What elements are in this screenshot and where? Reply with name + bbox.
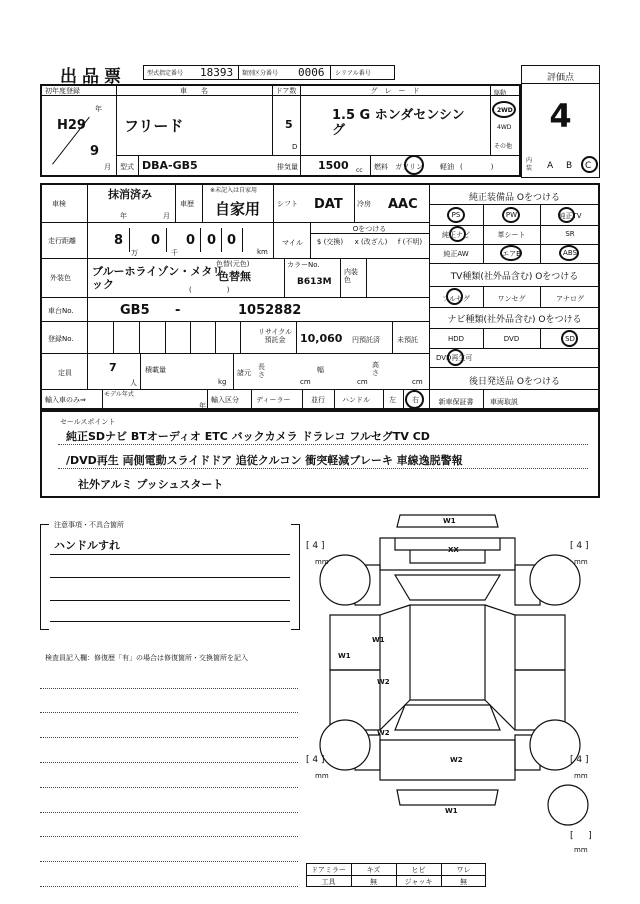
history-label: 車歴 <box>180 200 194 208</box>
mileage-digit-2: 0 <box>151 233 161 248</box>
std-ps: PS <box>451 211 461 219</box>
ac-value: AAC <box>388 197 418 212</box>
door-suffix: D <box>292 143 298 151</box>
capacity-unit: 人 <box>130 379 137 387</box>
history-value: 自家用 <box>215 200 261 218</box>
mark-left-rear: W2 <box>377 729 390 737</box>
tread-fr-value: 4 <box>576 541 583 551</box>
std-tv-circle <box>558 207 575 223</box>
mileage-digit-3: 0 <box>186 233 196 248</box>
month-mark: 月 <box>104 163 111 171</box>
mile-opt-swap: $ (交換) <box>316 238 344 246</box>
mileage-digit-5: 0 <box>227 233 237 248</box>
tread-rl-mm: mm <box>315 772 329 780</box>
std-ps-circle <box>447 207 465 223</box>
import-kind-parallel: 並行 <box>311 396 325 404</box>
tv-analog: アナログ <box>556 295 584 303</box>
wheel-rear-left <box>320 720 370 770</box>
std-airbag-circle <box>500 245 522 261</box>
recycle-not: 未預託 <box>397 336 418 344</box>
repaint-label: 色替(元色) <box>216 260 250 268</box>
load-label: 積載量 <box>145 366 166 374</box>
drive-4wd: 4WD <box>497 124 512 131</box>
wheel-front-right <box>530 555 580 605</box>
sales-line-1: 純正SDナビ BTオーディオ ETC バックカメラ ドラレコ フルセグTV CD <box>66 430 430 443</box>
std-pw: PW <box>505 211 518 219</box>
first-reg-month: 9 <box>90 144 100 159</box>
recycle-label: リサイクル預託金 <box>257 328 293 344</box>
exterior-label: 外装色 <box>50 274 71 282</box>
first-reg-label: 初年度登録 <box>45 87 80 95</box>
model-year-unit: 年 <box>199 402 206 410</box>
first-reg-year: H29 <box>57 118 86 133</box>
mileage-km: km <box>257 248 268 256</box>
reg-label: 登録No. <box>48 335 74 343</box>
std-title: 純正装備品 Oをつける <box>469 193 560 203</box>
inspection-year-mark: 年 <box>120 212 127 220</box>
notes-label: 注意事項・不具合箇所 <box>54 521 124 529</box>
later-warranty: 新車保証書 <box>438 398 474 406</box>
dvd-play-circle <box>447 349 464 366</box>
fuel-diesel: 軽油 <box>440 163 454 171</box>
dims-width: 幅 <box>317 366 324 374</box>
load-kg: kg <box>218 378 227 386</box>
mark-rear-bumper: W1 <box>445 807 458 815</box>
tread-fl-value: 4 <box>312 541 319 551</box>
model-year-label: モデル年式 <box>104 391 134 398</box>
score-label: 評価点 <box>546 73 574 83</box>
mark-hood: XX <box>448 546 459 554</box>
import-label: 輸入車のみ⇒ <box>45 396 86 404</box>
model-value: DBA-GB5 <box>142 159 198 172</box>
std-tv: 純正TV <box>558 212 582 220</box>
mark-left-fender: W1 <box>338 652 351 660</box>
footer-jack-value: 無 <box>460 878 467 886</box>
grade-label: グ レ ー ド <box>370 87 420 95</box>
footer-h-mirror: ドアミラー <box>311 866 346 874</box>
import-kind-dealer: ディーラー <box>256 396 291 404</box>
footer-h-crack: ヒビ <box>411 866 426 874</box>
color-no: B613M <box>297 277 332 287</box>
mile-opt-unknown: f (不明) <box>397 238 423 246</box>
later-manual: 車両取説 <box>490 398 518 406</box>
chassis-prefix: GB5 <box>120 303 150 318</box>
tv-title: TV種類(社外品含む) Oをつける <box>450 272 579 282</box>
dvd-play: DVD再生可 <box>436 354 473 362</box>
std-abs-circle <box>559 245 579 261</box>
dims-width-cm: cm <box>357 378 368 386</box>
footer-tools: 工具 <box>321 878 336 886</box>
color-no-label: カラーNo. <box>287 261 320 269</box>
capacity-value: 7 <box>109 361 117 374</box>
interior-a: A <box>547 161 554 171</box>
tread-rr-mm: mm <box>574 772 588 780</box>
repaint-value: 色替無 <box>218 270 251 283</box>
fuel-gasoline-circle <box>404 155 424 175</box>
grade-value: 1.5 G ホンダセンシング <box>332 108 465 138</box>
inspection-label: 車検 <box>52 200 66 208</box>
std-sr: SR <box>565 230 575 238</box>
score-value: 4 <box>549 97 572 135</box>
mark-left-door: W2 <box>377 678 390 686</box>
history-note: ※未記入は自家用 <box>210 187 258 194</box>
tread-spare: [ ] <box>570 831 592 841</box>
drive-2wd-circle <box>492 101 516 118</box>
footer-h-break: ワレ <box>456 866 471 874</box>
tv-fullseg: フルセグ <box>442 295 470 303</box>
ac-label: 冷房 <box>357 200 371 208</box>
interior-label: 内装 <box>526 157 533 172</box>
model-cert-label: 型式指定番号 <box>147 70 184 77</box>
notes-entry: ハンドルすれ <box>54 539 120 552</box>
fuel-label: 燃料 <box>374 163 388 171</box>
mile-circle-note: Oをつける <box>352 225 387 233</box>
inspection-month-mark: 月 <box>163 212 170 220</box>
mile-label: マイル <box>282 239 303 247</box>
model-label: 型式 <box>120 163 134 171</box>
shift-value: DAT <box>314 197 343 212</box>
std-airbag: エアB <box>502 250 521 258</box>
tread-fr: [ 4 ] <box>570 541 589 551</box>
std-aw: 純正AW <box>443 250 469 258</box>
chassis-dash: - <box>175 303 181 318</box>
capacity-label: 定員 <box>58 369 72 377</box>
sales-label: セールスポイント <box>60 418 116 426</box>
shift-label: シフト <box>277 200 298 208</box>
navi-dvd: DVD <box>503 335 520 343</box>
spare-wheel <box>548 785 588 825</box>
std-navi: 純正ナビ <box>442 231 470 239</box>
rear-gate <box>380 740 515 780</box>
handle-right-circle <box>405 390 424 409</box>
tread-fl-mm: mm <box>315 558 329 566</box>
interior-b: B <box>566 161 573 171</box>
exterior-color: ブルーホライゾン・メタリック <box>92 265 224 291</box>
roof <box>410 605 485 700</box>
mileage-man: 万 <box>131 249 138 257</box>
tv-fullseg-circle <box>446 288 463 305</box>
displacement-label: 排気量 <box>277 163 298 171</box>
navi-sd-circle <box>561 330 578 347</box>
doors-value: 5 <box>285 118 293 131</box>
serial-label: シリアル番号 <box>335 70 371 77</box>
mile-opt-tamper: x (改ざん) <box>354 238 388 246</box>
recycle-value: 10,060 <box>300 332 343 345</box>
fuel-gasoline: ガソリン <box>395 163 423 171</box>
tread-rr: [ 4 ] <box>570 755 589 765</box>
footer-tools-value: 無 <box>370 878 377 886</box>
car-name: フリード <box>124 117 184 135</box>
chassis-no: 1052882 <box>238 303 302 318</box>
tread-spare-value <box>576 831 585 841</box>
tread-fr-mm: mm <box>574 558 588 566</box>
navi-sd: SD <box>565 335 575 343</box>
tread-rl-value: 4 <box>312 755 319 765</box>
model-cert-no: 18393 <box>200 66 234 79</box>
car-name-label: 車 名 <box>180 87 208 95</box>
tread-rr-value: 4 <box>576 755 583 765</box>
footer-jack: ジャッキ <box>404 878 433 886</box>
chassis-label: 車台No. <box>48 307 74 315</box>
handle-left: 左 <box>389 396 396 404</box>
std-leather: 革シート <box>497 231 526 239</box>
mileage-digit-4: 0 <box>207 233 217 248</box>
drive-2wd: 2WD <box>497 107 513 114</box>
navi-title: ナビ種類(社外品含む) Oをつける <box>447 315 582 325</box>
tread-fl: [ 4 ] <box>306 541 325 551</box>
std-navi-circle <box>449 226 466 242</box>
mileage-digit-1: 8 <box>114 233 124 248</box>
interior-color-label: 内装色 <box>344 268 358 284</box>
mark-front-bumper: W1 <box>443 517 456 525</box>
sheet-title: 出品票 <box>60 67 126 87</box>
interior-c: C <box>585 161 592 171</box>
cc-unit: cc <box>356 167 363 174</box>
std-abs: ABS <box>563 249 577 257</box>
sales-line-2: /DVD再生 両側電動スライドドア 追従クルコン 衝突軽減ブレーキ 車線逸脱警報 <box>66 454 463 467</box>
tv-oneseg: ワンセグ <box>497 295 526 303</box>
year-mark: 年 <box>95 105 102 113</box>
sales-line-3: 社外アルミ プッシュスタート <box>78 478 224 491</box>
repaint-paren: ( ) <box>189 286 230 294</box>
drive-label: 駆動 <box>494 90 507 97</box>
category-no: 0006 <box>298 66 325 79</box>
inspection-value: 抹消済み <box>108 188 152 201</box>
dims-length-cm: cm <box>300 378 311 386</box>
navi-hdd: HDD <box>447 335 465 343</box>
mileage-label: 走行距離 <box>48 237 76 245</box>
tread-rl: [ 4 ] <box>306 755 325 765</box>
dims-height: 高さ <box>372 361 379 377</box>
recycle-done: 円預託済 <box>352 336 380 344</box>
fuel-paren: ( ) <box>460 163 494 171</box>
car-damage-diagram <box>300 505 600 850</box>
dims-label: 諸元 <box>237 369 251 377</box>
import-kind-label: 輸入区分 <box>211 396 239 404</box>
std-pw-circle <box>502 207 520 223</box>
mark-left-front-door: W1 <box>372 636 385 644</box>
mark-rear-gate: W2 <box>450 756 463 764</box>
later-title: 後日発送品 Oをつける <box>469 377 560 387</box>
category-label: 類別区分番号 <box>242 70 279 77</box>
mileage-sen: 千 <box>171 249 178 257</box>
displacement-value: 1500 <box>318 159 349 172</box>
footer-h-scratch: キズ <box>366 866 381 874</box>
handle-right: 右 <box>412 396 419 404</box>
right-front-door <box>515 615 565 670</box>
dims-height-cm: cm <box>412 378 423 386</box>
dims-length: 長さ <box>258 363 265 379</box>
doors-label: ドア数 <box>275 87 297 95</box>
drive-other: その他 <box>494 143 513 150</box>
tread-spare-mm: mm <box>574 846 588 854</box>
interior-c-circle <box>581 156 598 173</box>
rear-bumper <box>397 790 498 805</box>
handle-label: ハンドル <box>342 396 370 404</box>
inspector-label: 検査員記入欄：修復歴「有」の場合は修復箇所・交換箇所を記入 <box>45 654 248 662</box>
